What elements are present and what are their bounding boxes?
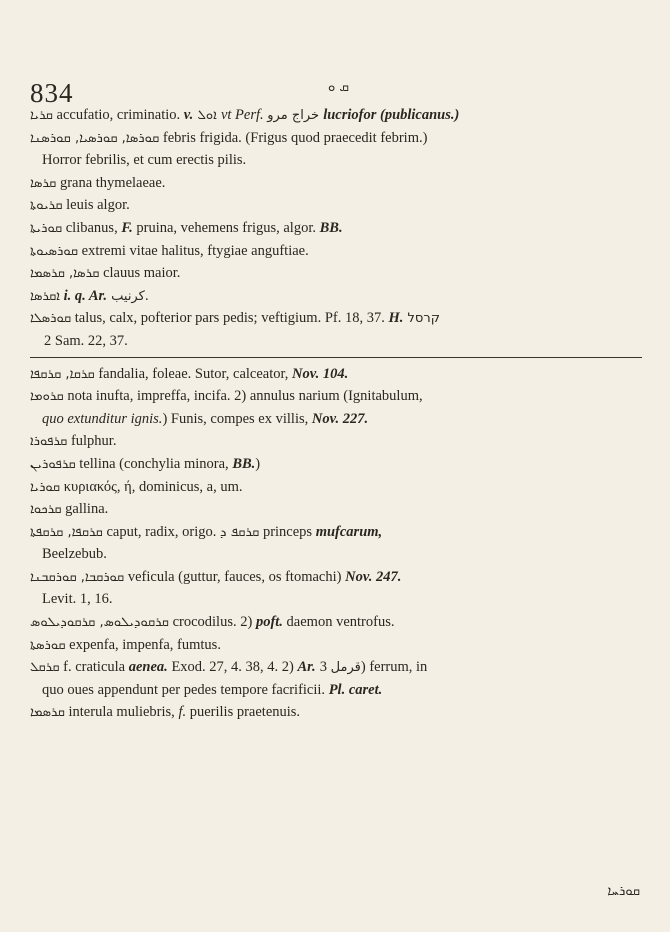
entry-list xyxy=(30,104,650,724)
section-rule xyxy=(30,353,650,363)
entry-line: ܐܩܪܣܐ i. q. Ar. كرنيب. xyxy=(30,287,149,304)
entry-line: ܩܪܩܘܕܝܠܘܣ, ܩܪܩܘܕܝܠܘܣ crocodilus. 2) poft. daemon ventrofus. xyxy=(30,614,395,631)
entry-line: quo oues appendunt per pedes tempore facrificii. Pl. caret. xyxy=(42,681,383,698)
page-number: 834 xyxy=(30,78,74,108)
entry-line: ܩܘܪܝܬܐ clibanus, F. pruina, vehemens frigus, algor. BB. xyxy=(30,219,343,236)
entry-line: ܩܘܪܣܬܐ expenfa, impenfa, fumtus. xyxy=(30,636,221,653)
entry-line: ܩܪܦܘܪܝܢ tellina (conchylia minora, BB.) xyxy=(30,455,261,472)
entry-line: ܩܪܣܐ, ܩܪܣܡܐ clauus maior. xyxy=(30,265,181,282)
entry-line: ܩܘܪܣܠܐ talus, calx, pofterior pars pedis; veftigium. Pf. 18, 37. H. קרסל xyxy=(30,310,440,327)
entry-line: ܩܪܩܦܐ, ܩܪܩܦܬܐ caput, radix, origo. ܩܪܩܦ ܕ princeps mufcarum, xyxy=(30,523,383,540)
entry-line: ܩܘܪܣܝܘܬܐ extremi vitae halitus, ftygiae anguftiae. xyxy=(30,242,309,259)
entry-line: ܩܪܟܘܐ gallina. xyxy=(30,501,109,518)
entry-line: Horror febrilis, et cum erectis pilis. xyxy=(42,152,247,169)
entry-line: ܩܪܩܐ, ܩܪܩܦܐ fandalia, foleae. Sutor, calceator, Nov. 104. xyxy=(30,365,349,382)
entry-line: Levit. 1, 16. xyxy=(42,591,113,608)
entry-line: ܩܪܩܠ f. craticula aenea. Exod. 27, 4. 38, 4. 2) Ar. قرمل 3) ferrum, in xyxy=(30,659,428,676)
entry-line: ܩܘܪܣܐ, ܩܘܪܣܝܐ, ܩܘܪܣܢܐ febris frigida. (Frigus quod praecedit febrim.) xyxy=(30,129,428,146)
entry-line: ܩܘܪܝܐ κυριακός, ή, dominicus, a, um. xyxy=(30,478,243,495)
entry-line: ܩܪܝܘܬܐ leuis algor. xyxy=(30,197,130,214)
entry-line: 2 Sam. 22, 37. xyxy=(44,332,128,349)
entry-line: ܩܪܝܐ accufatio, criminatio. v. ܐܘܠ vt Perf. خراج مرو lucriofor (publicanus.) xyxy=(30,107,460,123)
catchword: ܩܘܪܚܐ xyxy=(607,884,640,899)
entry-line: ܩܪܣܐ grana thymelaeae. xyxy=(30,174,166,191)
entry-line: ܩܪܦܘܪܐ fulphur. xyxy=(30,433,117,450)
entry-line: quo extunditur ignis.) Funis, compes ex villis, Nov. 227. xyxy=(42,410,369,427)
entry-line: Beelzebub. xyxy=(42,546,107,563)
entry-line: ܩܪܘܡܐ nota inufta, impreffa, incifa. 2) annulus narium (Ignitabulum, xyxy=(30,388,423,405)
running-head: ܩ ܘ xyxy=(328,80,350,95)
entry-line: ܩܪܣܡܐ interula muliebris, f. puerilis praetenuis. xyxy=(30,704,301,721)
entry-line: ܩܘܪܩܒܐ, ܩܘܪܩܒܢܐ veficula (guttur, fauces, os ftomachi) Nov. 247. xyxy=(30,568,402,585)
